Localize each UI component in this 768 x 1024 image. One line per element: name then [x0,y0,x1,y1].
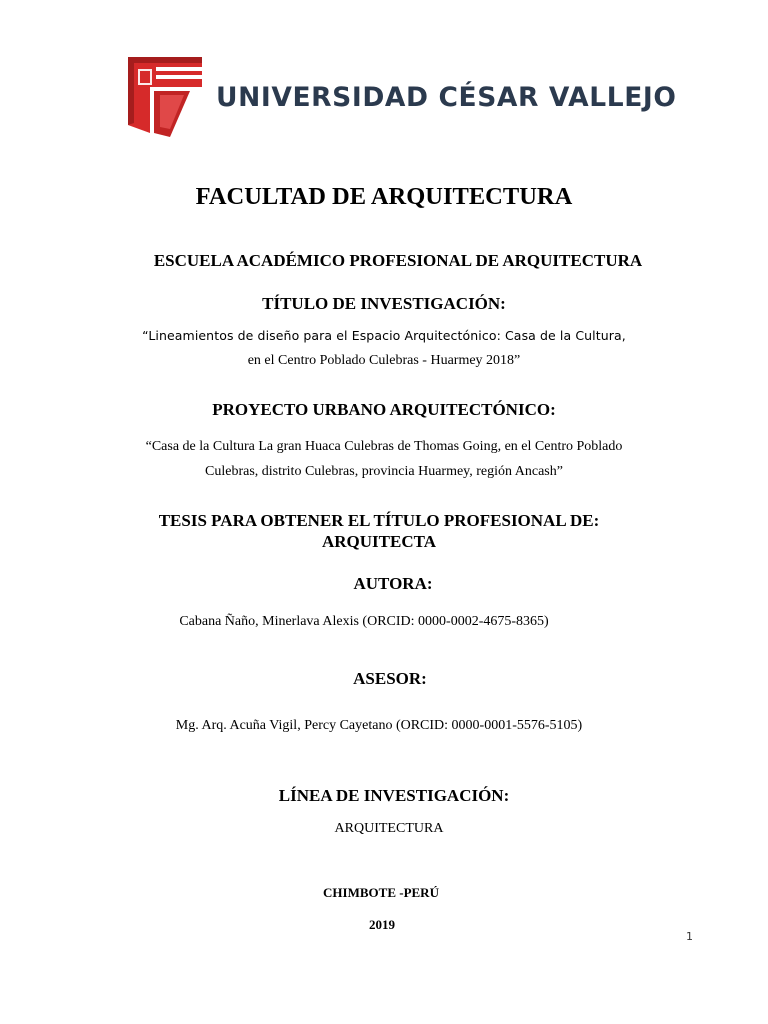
university-shield-icon [126,55,204,139]
author-heading: AUTORA: [353,574,433,593]
city-country: CHIMBOTE -PERÚ [323,885,439,900]
project-heading: PROYECTO URBANO ARQUITECTÓNICO: [212,400,556,419]
project-line-1: “Casa de la Cultura La gran Huaca Culebras de Thomas Going, en el Centro Poblado [145,439,623,454]
page-number: 1 [686,930,693,943]
research-title-line-2: en el Centro Poblado Culebras - Huarmey 2018” [247,353,521,368]
project-line-2: Culebras, distrito Culebras, provincia Huarmey, región Ancash” [205,464,563,479]
university-name: UNIVERSIDAD CÉSAR VALLEJO [216,82,677,113]
research-title-line-1: “Lineamientos de diseño para el Espacio Arquitectónico: Casa de la Cultura, [142,328,626,343]
author-name: Cabana Ñaño, Minerlava Alexis (ORCID: 0000-0002-4675-8365) [179,614,549,629]
research-title-heading: TÍTULO DE INVESTIGACIÓN: [262,294,506,313]
thesis-line-1: TESIS PARA OBTENER EL TÍTULO PROFESIONAL DE: [158,511,600,530]
school-title: ESCUELA ACADÉMICO PROFESIONAL DE ARQUITECTURA [153,251,643,270]
research-line-heading: LÍNEA DE INVESTIGACIÓN: [278,786,510,805]
faculty-title: FACULTAD DE ARQUITECTURA [195,183,573,210]
project-text [0,434,768,484]
thesis-line-2: ARQUITECTA [322,532,436,551]
advisor-name: Mg. Arq. Acuña Vigil, Percy Cayetano (ORCID: 0000-0001-5576-5105) [175,718,583,733]
research-title-text [0,323,768,373]
research-line-value: ARQUITECTURA [334,821,444,836]
year: 2019 [369,917,395,932]
thesis-heading [0,510,763,552]
advisor-heading: ASESOR: [353,669,427,688]
university-logo [126,55,677,139]
